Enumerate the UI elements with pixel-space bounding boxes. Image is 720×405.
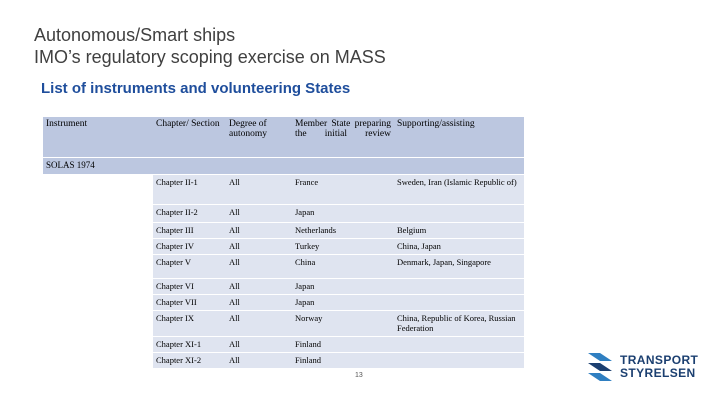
cell-instrument	[43, 175, 153, 205]
header-supporting: Supporting/assisting	[394, 117, 524, 158]
table-row	[43, 337, 524, 353]
cell-member-state: France	[292, 175, 394, 205]
cell-chapter: Chapter V	[153, 255, 226, 279]
table-header-row	[43, 117, 524, 158]
logo-line-1: TRANSPORT	[620, 353, 699, 367]
cell-supporting	[394, 205, 524, 223]
cell-chapter: Chapter IV	[153, 239, 226, 255]
cell-chapter: Chapter VII	[153, 295, 226, 311]
cell-member-state: Finland	[292, 337, 394, 353]
cell-supporting: China, Japan	[394, 239, 524, 255]
table-row	[43, 353, 524, 369]
cell-chapter: Chapter XI-2	[153, 353, 226, 369]
cell-supporting	[394, 353, 524, 369]
cell-member-state: Norway	[292, 311, 394, 337]
cell-member-state: Japan	[292, 279, 394, 295]
cell-supporting	[394, 295, 524, 311]
cell-instrument	[43, 295, 153, 311]
section-solas-label: SOLAS 1974	[43, 158, 524, 175]
cell-instrument	[43, 279, 153, 295]
cell-degree: All	[226, 255, 292, 279]
cell-member-state: Finland	[292, 353, 394, 369]
instruments-table	[43, 117, 524, 369]
cell-instrument	[43, 223, 153, 239]
logo-line-2: STYRELSEN	[620, 366, 696, 380]
cell-supporting	[394, 337, 524, 353]
cell-member-state: China	[292, 255, 394, 279]
table-row	[43, 205, 524, 223]
logo-wordmark	[620, 354, 698, 380]
cell-degree: All	[226, 175, 292, 205]
cell-instrument	[43, 239, 153, 255]
cell-instrument	[43, 337, 153, 353]
cell-instrument	[43, 311, 153, 337]
cell-chapter: Chapter XI-1	[153, 337, 226, 353]
cell-degree: All	[226, 205, 292, 223]
header-instrument: Instrument	[43, 117, 153, 158]
cell-instrument	[43, 205, 153, 223]
cell-supporting	[394, 279, 524, 295]
cell-member-state: Japan	[292, 205, 394, 223]
table-row	[43, 295, 524, 311]
cell-degree: All	[226, 337, 292, 353]
cell-degree: All	[226, 295, 292, 311]
page-number: 13	[355, 372, 363, 379]
transportstyrelsen-logo	[588, 353, 698, 381]
table-row	[43, 255, 524, 279]
cell-chapter: Chapter II-2	[153, 205, 226, 223]
slide-title	[34, 24, 386, 68]
table-row	[43, 239, 524, 255]
cell-degree: All	[226, 239, 292, 255]
cell-chapter: Chapter III	[153, 223, 226, 239]
slide-title-line-2: IMO’s regulatory scoping exercise on MASS	[34, 47, 386, 67]
cell-supporting: Sweden, Iran (Islamic Republic of)	[394, 175, 524, 205]
transportstyrelsen-logo-icon	[588, 353, 612, 381]
cell-chapter: Chapter VI	[153, 279, 226, 295]
cell-chapter: Chapter IX	[153, 311, 226, 337]
cell-supporting: Belgium	[394, 223, 524, 239]
slide-subtitle: List of instruments and volunteering States	[41, 80, 351, 97]
header-member-state: Member State preparing the initial review	[292, 117, 394, 158]
table-section-row	[43, 158, 524, 175]
cell-degree: All	[226, 223, 292, 239]
cell-degree: All	[226, 353, 292, 369]
cell-member-state: Netherlands	[292, 223, 394, 239]
cell-instrument	[43, 353, 153, 369]
cell-member-state: Turkey	[292, 239, 394, 255]
table-row	[43, 279, 524, 295]
cell-supporting: Denmark, Japan, Singapore	[394, 255, 524, 279]
table-row	[43, 311, 524, 337]
table-row	[43, 175, 524, 205]
cell-degree: All	[226, 311, 292, 337]
table-row	[43, 223, 524, 239]
cell-degree: All	[226, 279, 292, 295]
cell-member-state: Japan	[292, 295, 394, 311]
cell-supporting: China, Republic of Korea, Russian Federation	[394, 311, 524, 337]
header-degree: Degree of autonomy	[226, 117, 292, 158]
slide-title-line-1: Autonomous/Smart ships	[34, 25, 236, 45]
cell-instrument	[43, 255, 153, 279]
header-chapter: Chapter/ Section	[153, 117, 226, 158]
cell-chapter: Chapter II-1	[153, 175, 226, 205]
